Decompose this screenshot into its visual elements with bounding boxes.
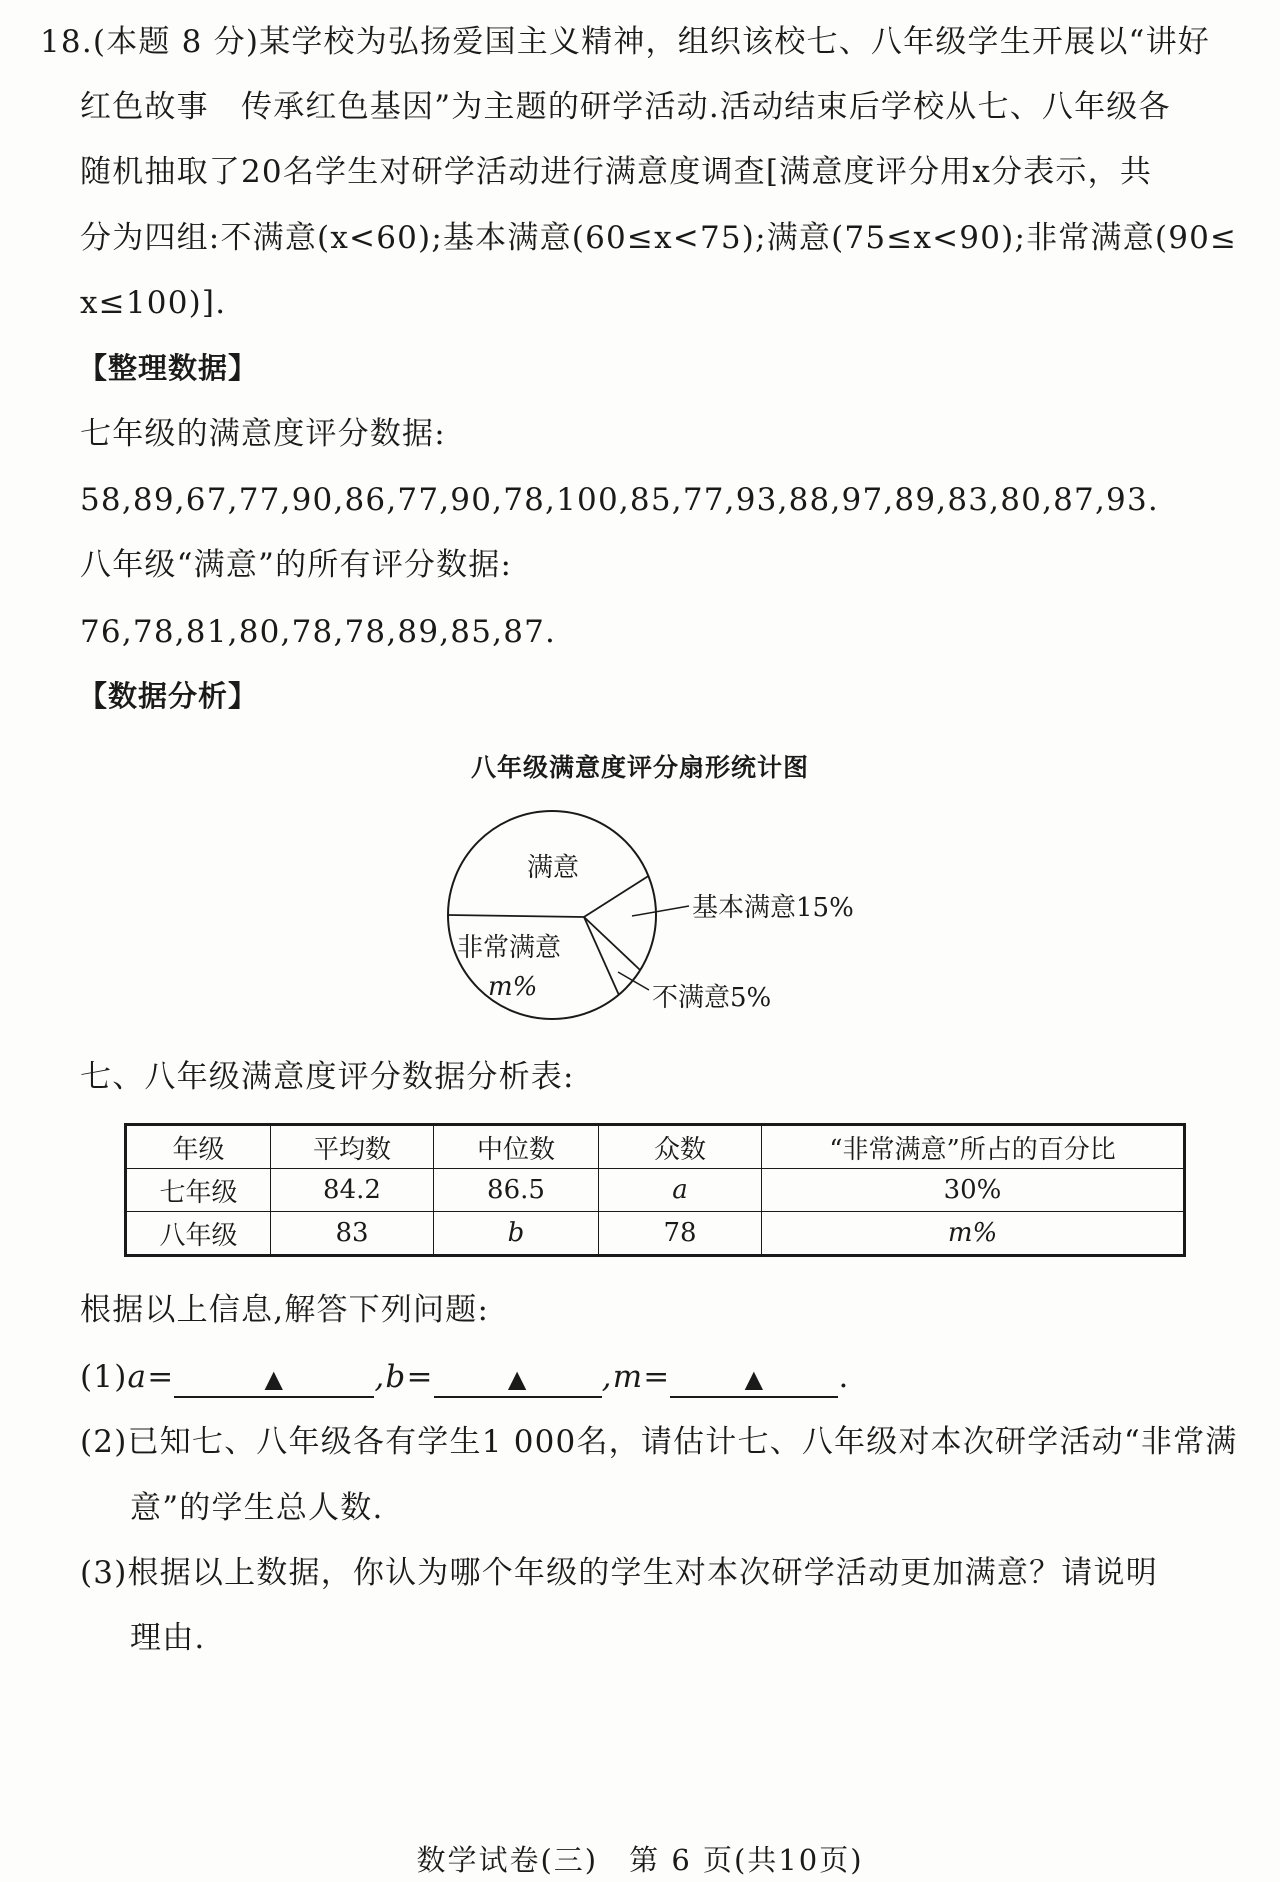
table-header-cell: “非常满意”所占的百分比 <box>762 1125 1185 1169</box>
table-cell: m% <box>762 1212 1185 1256</box>
problem-line-1 <box>40 22 1210 62</box>
answer-blank-m[interactable] <box>670 1360 838 1398</box>
question-2-line-1: (2)已知七、八年级各有学生1 000名，请估计七、八年级对本次研学活动“非常满 <box>80 1424 1238 1460</box>
table-header-cell: 年级 <box>126 1125 271 1169</box>
grade8-data: 76,78,81,80,78,78,89,85,87. <box>80 614 557 650</box>
chart-title: 八年级满意度评分扇形统计图 <box>470 753 809 782</box>
slice-label-basic <box>692 893 854 923</box>
problem-text-1: (本题 8 分)某学校为弘扬爱国主义精神，组织该校七、八年级学生开展以“讲好 <box>92 24 1210 60</box>
q1-number: (1) <box>80 1359 128 1395</box>
table-cell: 八年级 <box>126 1212 271 1256</box>
pie-chart <box>400 800 880 1040</box>
problem-line-2: 红色故事 传承红色基因”为主题的研学活动.活动结束后学校从七、八年级各 <box>80 89 1171 125</box>
divider-satisfied-basic <box>584 876 648 917</box>
triangle-icon: ▲ <box>744 1365 765 1393</box>
table-header-cell: 中位数 <box>434 1125 599 1169</box>
q1-a-label: a= <box>127 1359 175 1395</box>
table-cell: b <box>434 1212 599 1256</box>
table-cell: 83 <box>271 1212 434 1256</box>
section-heading-analysis: 【数据分析】 <box>78 679 259 713</box>
problem-line-4: 分为四组:不满意(x<60);基本满意(60≤x<75);满意(75≤x<90);非常满意(90≤ <box>80 220 1238 256</box>
table-caption: 七、八年级满意度评分数据分析表: <box>80 1059 575 1095</box>
slice-value-unsatisfied: 5% <box>730 983 772 1013</box>
slice-label-basic-name: 基本满意 <box>692 893 797 923</box>
triangle-icon: ▲ <box>507 1365 528 1393</box>
slice-label-unsatisfied-name: 不满意 <box>652 983 731 1013</box>
answer-blank-a[interactable] <box>174 1360 374 1398</box>
questions-intro: 根据以上信息,解答下列问题: <box>80 1292 490 1328</box>
answer-blank-b[interactable] <box>434 1360 602 1398</box>
table-header-row <box>126 1125 1185 1169</box>
grade7-data: 58,89,67,77,90,86,77,90,78,100,85,77,93,88,97,89,83,80,87,93. <box>80 482 1159 518</box>
slice-label-very-satisfied: 非常满意 <box>457 933 562 963</box>
divider-very-satisfied <box>448 915 584 917</box>
grade7-data-label: 七年级的满意度评分数据: <box>80 416 446 452</box>
table-cell: 86.5 <box>434 1169 599 1212</box>
problem-line-3: 随机抽取了20名学生对研学活动进行满意度调查[满意度评分用x分表示，共 <box>80 154 1153 190</box>
q1-b-label: ,b= <box>374 1359 434 1395</box>
divider-unsatisfied-very <box>584 917 619 995</box>
q1-end: . <box>838 1359 850 1395</box>
table-cell: 30% <box>762 1169 1185 1212</box>
slice-label-satisfied: 满意 <box>527 853 580 883</box>
divider-basic-unsatisfied <box>584 917 640 970</box>
stats-table <box>124 1123 1186 1257</box>
grade8-data-label: 八年级“满意”的所有评分数据: <box>80 547 513 583</box>
question-3-line-2: 理由. <box>130 1620 206 1656</box>
slice-value-basic: 15% <box>796 893 854 923</box>
table-cell: 84.2 <box>271 1169 434 1212</box>
section-heading-organize: 【整理数据】 <box>78 351 259 385</box>
slice-value-very-satisfied: m% <box>488 972 538 1002</box>
triangle-icon: ▲ <box>264 1365 285 1393</box>
table-header-cell: 众数 <box>599 1125 762 1169</box>
table-cell: a <box>599 1169 762 1212</box>
table-row <box>126 1212 1185 1256</box>
leader-line-unsatisfied <box>618 972 649 990</box>
table-header-cell: 平均数 <box>271 1125 434 1169</box>
problem-line-5: x≤100)]. <box>80 285 227 321</box>
problem-number: 18. <box>40 24 93 60</box>
table-row <box>126 1169 1185 1212</box>
table-cell: 78 <box>599 1212 762 1256</box>
q1-m-label: ,m= <box>601 1359 671 1395</box>
question-2-line-2: 意”的学生总人数. <box>130 1490 384 1526</box>
question-3-line-1: (3)根据以上数据，你认为哪个年级的学生对本次研学活动更加满意？请说明 <box>80 1555 1158 1591</box>
slice-label-unsatisfied <box>652 983 771 1013</box>
table-cell: 七年级 <box>126 1169 271 1212</box>
question-1 <box>80 1357 850 1398</box>
leader-line-basic <box>632 906 689 916</box>
page-footer: 数学试卷(三) 第 6 页(共10页) <box>416 1843 864 1877</box>
